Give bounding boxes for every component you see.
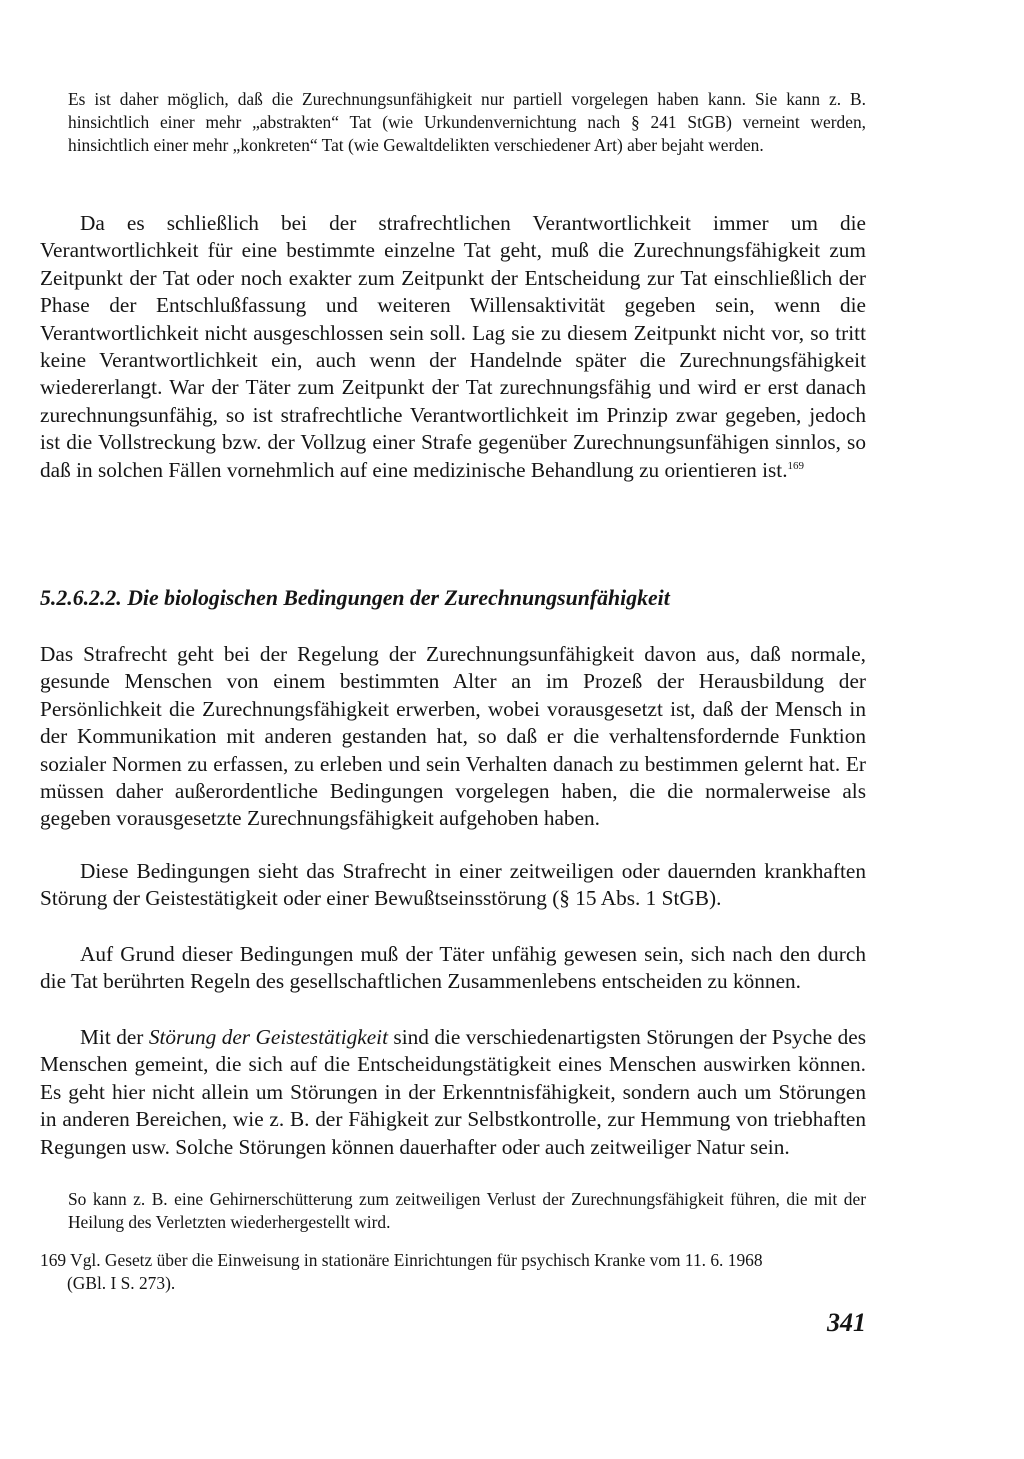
page-number: 341 (827, 1308, 866, 1337)
section-heading: 5.2.6.2.2. Die biologischen Bedingungen der Zurechnungsunfähigkeit (40, 586, 670, 610)
paragraph-responsibility-timing (40, 210, 866, 484)
footnote-number: 169 (40, 1250, 67, 1270)
paragraph-text: Da es schließlich bei der strafrechtlichen Verantwortlichkeit immer um die Verantwortlichkeit für eine bestimmte einzelne Tat geht, muß die Zurechnungsfähigkeit zum Zeitpunkt der Tat oder noch exakter zum Zeitpunkt der Entscheidung zur Tat einschließlich der Phase der Entschlußfassung und weiteren Willensaktivität gegeben sein, wenn die Verantwortlichkeit nicht ausgeschlossen sein soll. Lag sie zu diesem Zeitpunkt nicht vor, so tritt keine Verantwortlichkeit ein, auch wenn der Handelnde später die Zurechnungsfähigkeit wiedererlangt. War der Täter zum Zeitpunkt der Tat zurechnungsfähig und wird er erst danach zurechnungsunfähig, so ist strafrechtliche Verantwortlichkeit im Prinzip zwar gegeben, jedoch ist die Vollstreckung bzw. der Vollzug einer Strafe gegenüber Zurechnungsunfähigen sinnlos, so daß in solchen Fällen vornehmlich auf eine medizinische Behandlung zu orientieren ist. (40, 211, 866, 482)
footnote-text: Vgl. Gesetz über die Einweisung in stationäre Einrichtungen für psychisch Kranke vom 11. 6. 1968 (70, 1250, 763, 1270)
emphasized-term: Störung der Geistestätigkeit (148, 1025, 388, 1049)
paragraph-mental-disorder (40, 1024, 866, 1161)
paragraph-inability: Auf Grund dieser Bedingungen muß der Täter unfähig gewesen sein, sich nach den durch die Tat berührten Regeln des gesellschaftlichen Zusammenlebens entscheiden zu können. (40, 942, 866, 994)
paragraph-criminal-law-basis: Das Strafrecht geht bei der Regelung der Zurechnungsunfähigkeit davon aus, daß normale, gesunde Menschen von einem bestimmten Alter an im Prozeß der Herausbildung der Persönlichkeit die Zurechnungsfähigkeit erwerben, wobei vorausgesetzt ist, daß der Mensch in der Kommunikation mit anderen gestanden hat, so daß er die verhaltensfordernde Funktion sozialer Normen zu erfassen, zu erleben und sein Verhalten danach zu bestimmen gelernt hat. Er müssen daher außerordentliche Bedingungen vorgelegen haben, die die normalerweise als gegeben vorausgesetzte Zurechnungsfähigkeit aufgehoben haben. (40, 642, 866, 831)
paragraph-conditions: Diese Bedingungen sieht das Strafrecht in einer zeitweiligen oder dauernden krankhaften Störung der Geistestätigkeit oder einer Bewußtseinsstörung (§ 15 Abs. 1 StGB). (40, 859, 866, 911)
footnote-line-2: (GBl. I S. 273). (67, 1273, 176, 1293)
small-print-note-partial-incapacity: Es ist daher möglich, daß die Zurechnungsunfähigkeit nur partiell vorgelegen haben kann. Sie kann z. B. hinsichtlich einer mehr „abstrakten“ Tat (wie Urkundenvernichtung nach § 241 StGB) verneint werden, hinsichtlich einer mehr „konkreten“ Tat (wie Gewaltdelikten verschiedener Art) aber bejaht werden. (68, 89, 866, 155)
paragraph-lead: Mit der (80, 1025, 149, 1049)
footnote-reference: 169 (787, 459, 805, 472)
footnote-169 (40, 1249, 866, 1295)
paragraph-rest: sind die verschiedenartigsten Störungen der Psyche des Menschen gemeint, die sich auf die Entscheidungstätigkeit eines Menschen auswirken können. Es geht hier nicht allein um Störungen in der Erkenntnisfähigkeit, sondern auch um Störungen in anderen Bereichen, wie z. B. der Fähigkeit zur Selbstkontrolle, zur Hemmung von triebhaften Regungen usw. Solche Störungen können dauerhafter oder auch zeitweiliger Natur sein. (40, 1025, 866, 1159)
small-print-note-concussion: So kann z. B. eine Gehirnerschütterung zum zeitweiligen Verlust der Zurechnungsfähigkeit führen, die mit der Heilung des Verletzten wiederhergestellt wird. (68, 1189, 866, 1232)
footnote-line-1 (40, 1249, 866, 1272)
